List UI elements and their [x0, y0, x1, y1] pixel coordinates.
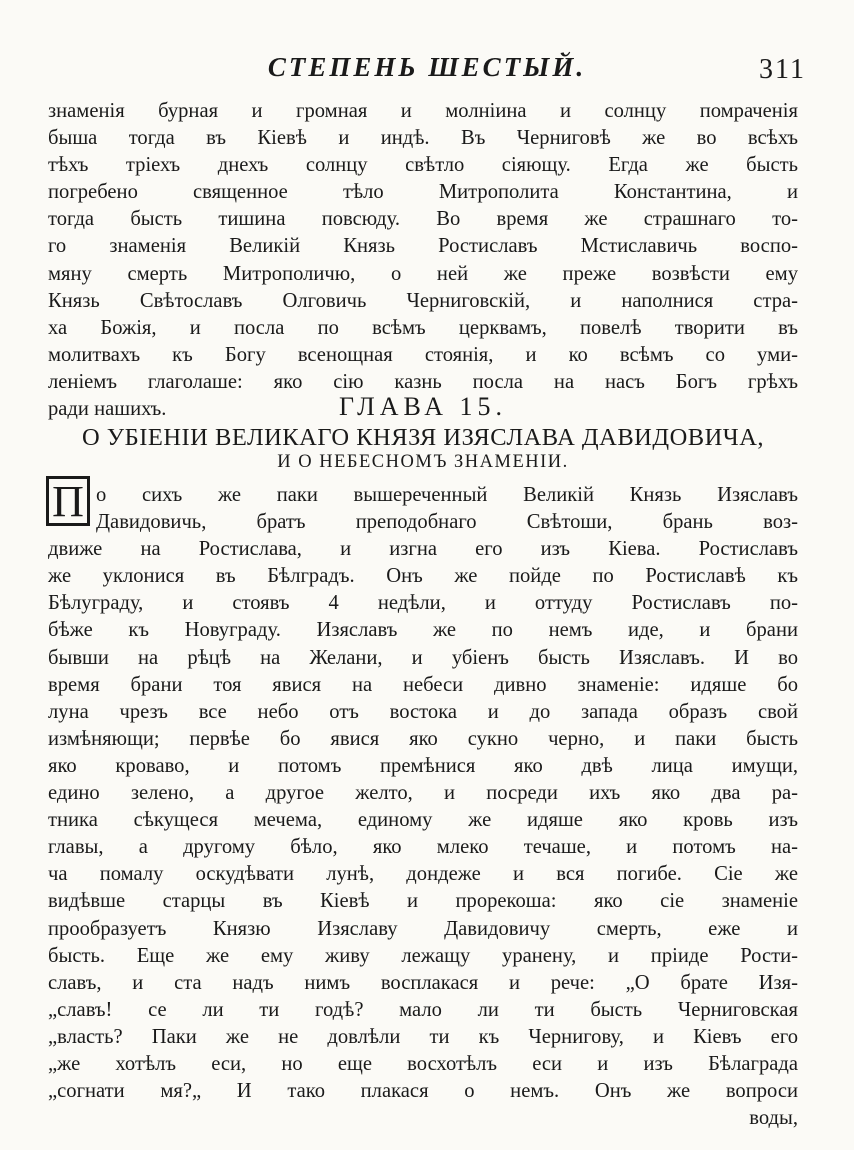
text-line: главы, а другому бѣло, яко млеко течаше, и потомъ на-	[48, 836, 798, 859]
text-line: о сихъ же паки вышереченный Великій Князь Изяславъ	[96, 484, 798, 506]
text-line: ради нашихъ.	[48, 398, 167, 421]
text-line: быша тогда въ Кіевѣ и индѣ. Въ Черниговѣ же во всѣхъ	[48, 127, 798, 150]
chapter-title: О УБІЕНІИ ВЕЛИКАГО КНЯЗЯ ИЗЯСЛАВА ДАВИДОВИЧА,	[81, 424, 765, 451]
text-line: го знаменія Великій Князь Ростиславъ Мстиславичь воспо-	[48, 235, 798, 258]
text-line: же уклонися въ Бѣлградъ. Онъ же пойде по Ростиславѣ къ	[48, 565, 798, 588]
text-line: тника сѣкущеся мечема, единому же идяше яко кровь изъ	[48, 809, 798, 832]
text-line: видѣвше старцы въ Кіевѣ и прорекоша: яко сіе знаменіе	[48, 890, 798, 913]
text-line: ха Божія, и посла по всѣмъ церквамъ, повелѣ творити въ	[48, 316, 798, 339]
page-header	[48, 52, 806, 92]
text-line: Давидовичь, братъ преподобнаго Свѣтоши, брань воз-	[96, 511, 798, 534]
text-line: яко кроваво, и потомъ премѣнися яко двѣ лица имущи,	[48, 754, 798, 777]
text-line: мяну смерть Митрополичю, о ней же преже возвѣсти ему	[48, 262, 798, 285]
chapter-number: ГЛАВА 15.	[339, 392, 507, 421]
catchword: воды,	[749, 1107, 798, 1130]
text-line: луна чрезъ все небо отъ востока и до запада образъ свой	[48, 700, 798, 723]
page-number: 311	[759, 54, 806, 85]
text-line: „славъ! се ли ти годѣ? мало ли ти бысть Черниговская	[48, 998, 798, 1021]
text-line: Князь Свѣтославъ Олговичь Черниговскій, и наполнися стра-	[48, 289, 798, 312]
text-line: „власть? Паки же не довлѣли ти къ Чернигову, и Кіевъ его	[48, 1025, 798, 1048]
text-line: „согнати мя?„ И тако плакася о немъ. Онъ же вопроси	[48, 1080, 798, 1103]
text-line: время брани тоя явися на небеси дивно знаменіе: идяше бо	[48, 673, 798, 696]
text-line: погребено священное тѣло Митрополита Константина, и	[48, 181, 798, 204]
chapter-subtitle: И О НЕБЕСНОМЪ ЗНАМЕНІИ.	[277, 452, 569, 472]
text-line: бывши на рѣцѣ на Желани, и убіенъ бысть Изяславъ. И во	[48, 646, 798, 669]
text-line: Бѣлуграду, и стоявъ 4 недѣли, и оттуду Ростиславъ по-	[48, 592, 798, 615]
text-line: движе на Ростислава, и изгна его изъ Кіева. Ростиславъ	[48, 538, 798, 561]
running-title: СТЕПЕНЬ ШЕСТЫЙ.	[267, 52, 587, 82]
text-line: „же хотѣлъ еси, но еще восхотѣлъ еси и изъ Бѣлаграда	[48, 1052, 798, 1075]
text-line: прообразуетъ Князю Изяславу Давидовичу смерть, еже и	[48, 917, 798, 940]
text-line: измѣняющи; первѣе бо явися яко сукно черно, и паки бысть	[48, 727, 798, 750]
text-line: леніемъ глаголаше: яко сію казнь посла на насъ Богъ грѣхъ	[48, 370, 798, 393]
drop-cap-letter: П	[52, 477, 84, 526]
text-line: молитвахъ къ Богу всенощная стоянія, и ко всѣмъ со уми-	[48, 343, 798, 366]
text-line: тогда бысть тишина повсюду. Во время же страшнаго то-	[48, 208, 798, 231]
text-line: бысть. Еще же ему живу лежащу уранену, и пріиде Рости-	[48, 944, 798, 967]
text-line: тѣхъ тріехъ днехъ солнцу свѣтло сіяющу. Егда же бысть	[48, 154, 798, 177]
text-line: едино зелено, а другое желто, и посреди ихъ яко два ра-	[48, 782, 798, 805]
text-line: знаменія бурная и громная и молніина и солнцу помраченія	[48, 100, 798, 122]
text-line: бѣже къ Новуграду. Изяславъ же по немъ иде, и брани	[48, 619, 798, 642]
text-line: ча помалу оскудѣвати лунѣ, дондеже и вся погибе. Сіе же	[48, 863, 798, 886]
chapter-paragraph	[48, 482, 798, 1132]
paragraph-continuation	[48, 98, 798, 423]
text-line: славъ, и ста надъ нимъ восплакася и рече: „О брате Изя-	[48, 971, 798, 994]
